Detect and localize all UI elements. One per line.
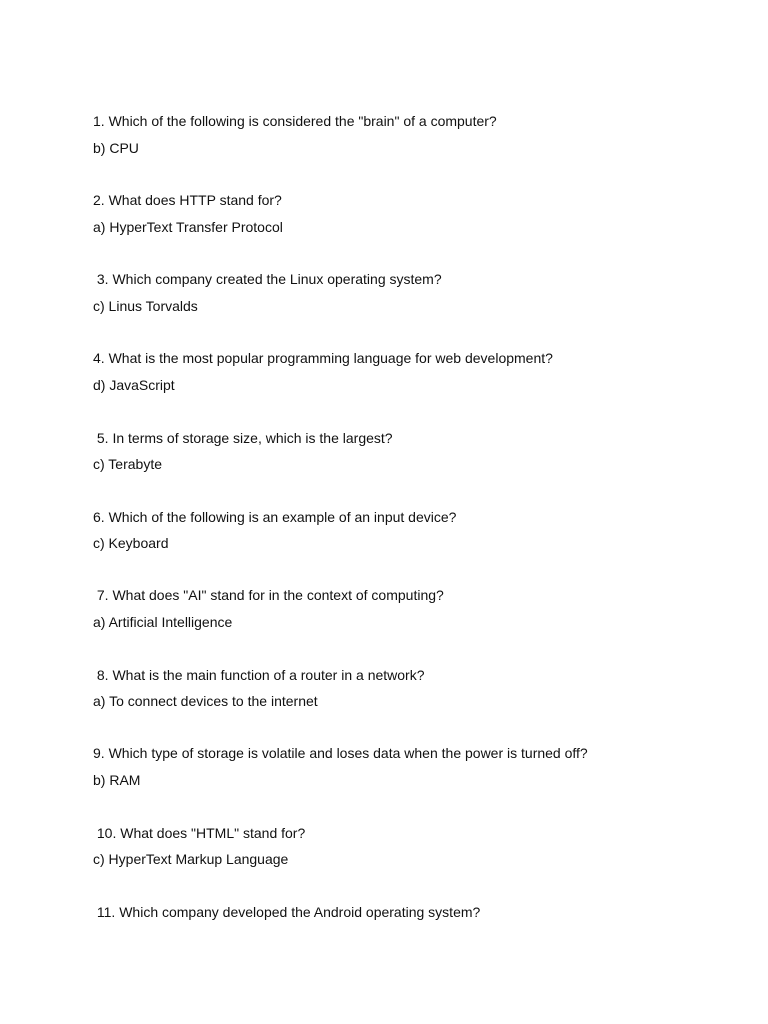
answer-9: b) RAM: [93, 772, 141, 788]
question-2: 2. What does HTTP stand for?: [93, 192, 282, 208]
answer-10: c) HyperText Markup Language: [93, 851, 289, 867]
answer-4: d) JavaScript: [93, 377, 175, 393]
question-10: 10. What does "HTML" stand for?: [93, 825, 306, 841]
answer-7: a) Artificial Intelligence: [93, 614, 233, 630]
question-1: 1. Which of the following is considered the "brain" of a computer?: [93, 113, 497, 129]
answer-5: c) Terabyte: [93, 456, 162, 472]
question-7: 7. What does "AI" stand for in the context of computing?: [93, 587, 444, 603]
question-3: 3. Which company created the Linux operating system?: [93, 271, 442, 287]
question-8: 8. What is the main function of a router in a network?: [93, 667, 425, 683]
question-4: 4. What is the most popular programming language for web development?: [93, 350, 553, 366]
question-5: 5. In terms of storage size, which is the largest?: [93, 430, 393, 446]
answer-8: a) To connect devices to the internet: [93, 693, 318, 709]
answer-2: a) HyperText Transfer Protocol: [93, 219, 283, 235]
question-6: 6. Which of the following is an example of an input device?: [93, 509, 457, 525]
question-11: 11. Which company developed the Android operating system?: [93, 904, 481, 920]
question-9: 9. Which type of storage is volatile and loses data when the power is turned off?: [93, 745, 588, 761]
answer-1: b) CPU: [93, 140, 139, 156]
answer-3: c) Linus Torvalds: [93, 298, 198, 314]
answer-6: c) Keyboard: [93, 535, 169, 551]
